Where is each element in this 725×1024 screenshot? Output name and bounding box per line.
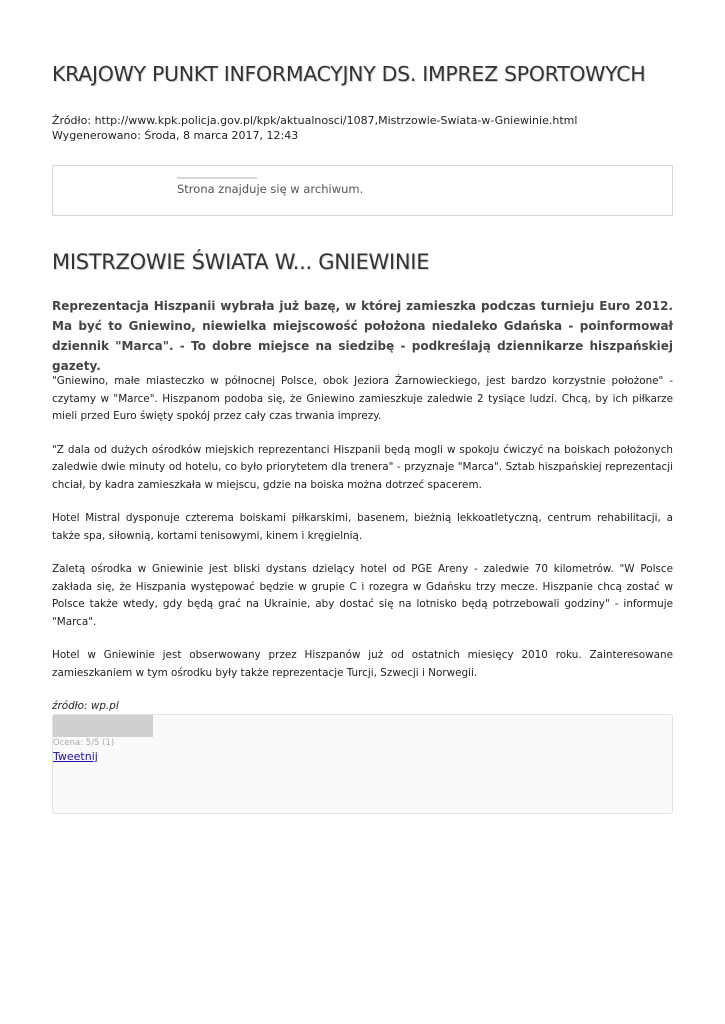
article-paragraph: Hotel Mistral dysponuje czterema boiskami piłkarskimi, basenem, bieżnią lekkoatletyczną, centrum rehabilitacji, a także spa, siłownią, kortami tenisowymi, kinem i kręgielnią.: [52, 512, 673, 542]
document-meta: [52, 114, 577, 143]
site-title: KRAJOWY PUNKT INFORMACYJNY DS. IMPREZ SPORTOWYCH: [52, 62, 646, 86]
rating-stars[interactable]: [53, 715, 153, 737]
article-paragraph: Zaletą ośrodka w Gniewinie jest bliski dystans dzielący hotel od PGE Areny - zaledwie 70 kilometrów. "W Polsce zakłada się, że Hiszpania występować będzie w grupie C i rozegra w Gdańsku trzy mecze. Hiszpanie chcą zostać w Polsce także wtedy, gdy będą grać na Ukrainie, aby dostać się na lotnisko będą potrzebowali godziny" - informuje "Marca".: [52, 563, 673, 628]
tweet-link[interactable]: Tweetnij: [53, 750, 98, 763]
archive-notice-box: [52, 165, 673, 216]
article-lead: Reprezentacja Hiszpanii wybrała już bazę, w której zamieszka podczas turnieju Euro 2012. Ma być to Gniewino, niewielka miejscowość położona niedaleko Gdańska - poinformował dziennik "Marca". - To dobre miejsce na siedzibę - podkreślają dziennikarze hiszpańskiej gazety.: [52, 299, 673, 373]
rating-box: [52, 714, 673, 814]
article-paragraph: "Z dala od dużych ośrodków miejskich reprezentanci Hiszpanii będą mogli w spokoju ćwiczyć na boiskach położonych zaledwie dwie minuty od hotelu, co było priorytetem dla trenera" - przyznaje "Marca". Sztab hiszpańskiej reprezentacji chciał, by kadra zamieszkała w miejscu, gdzie na boiska można dotrzeć spacerem.: [52, 443, 673, 491]
generated-date-line: Wygenerowano: Środa, 8 marca 2017, 12:43: [52, 128, 299, 142]
article-paragraph: "Gniewino, małe miasteczko w północnej Polsce, obok Jeziora Żarnowieckiego, jest bardzo korzystnie położone" - czytamy w "Marce". Hiszpanom podoba się, że Gniewino zamieszkuje zaledwie 2 tysiące ludzi. Chcą, by ich piłkarze mieli przed Euro święty spokój przez cały czas trwania imprezy.: [52, 375, 673, 422]
article-paragraph: Hotel w Gniewinie jest obserwowany przez Hiszpanów już od ostatnich miesięcy 2010 roku. Zainteresowane zamieszkaniem w tym ośrodku były także reprezentacje Turcji, Szwecji i Norwegii.: [52, 649, 673, 679]
article-title: MISTRZOWIE ŚWIATA W... GNIEWINIE: [52, 250, 430, 274]
rating-stars-fill: [53, 715, 153, 737]
rating-score-text: Ocena: 5/5 (1): [53, 738, 115, 748]
article-source-note: źródło: wp.pl: [52, 700, 119, 712]
article-body: [52, 373, 673, 732]
archive-notice-text: Strona znajduje się w archiwum.: [177, 182, 364, 196]
archive-divider: [177, 177, 257, 179]
source-url-line: Źródło: http://www.kpk.policja.gov.pl/kpk/aktualnosci/1087,Mistrzowie-Swiata-w-Gniewinie.html: [52, 114, 578, 127]
